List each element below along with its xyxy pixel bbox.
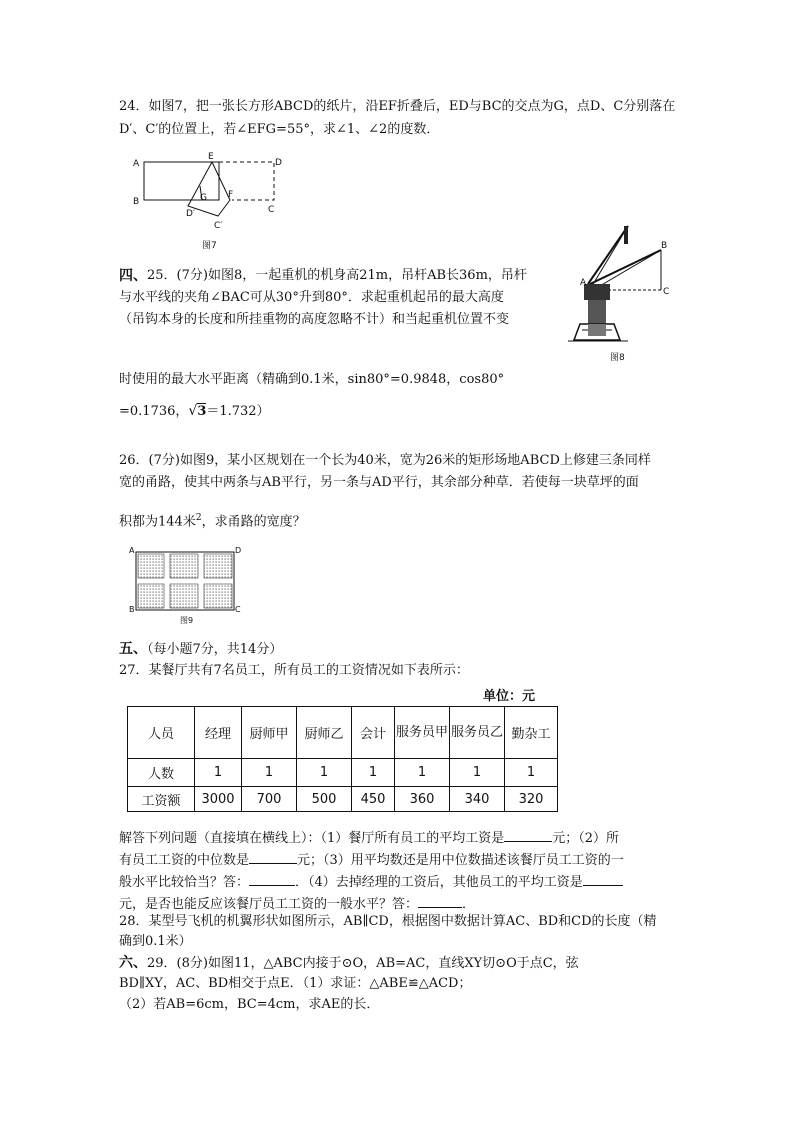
header-cell: 人员 [128, 707, 195, 759]
header-cell: 服务员乙 [450, 707, 505, 759]
q25-line1: 25．(7分)如图8，一起重机的机身高21m，吊杆AB长36m，吊杆 [147, 268, 527, 283]
fig8-caption: 图8 [610, 353, 625, 363]
q26-line3 [119, 509, 306, 531]
table-cell: 1 [297, 759, 352, 787]
table-cell: 360 [395, 787, 450, 812]
q27-answer-line2 [119, 851, 624, 870]
q25-line5 [119, 402, 270, 421]
row-label: 工资额 [128, 787, 195, 812]
header-cell: 勤杂工 [505, 707, 558, 759]
q24-line1: 24．如图7，把一张长方形ABCD的纸片，沿EF折叠后，ED与BC的交点为G，点D、C分别落在 [119, 99, 676, 114]
fig9-label-b: B [129, 605, 135, 614]
q27-ans2b: 元；（3）用平均数还是用中位数描述该餐厅员工工资的一 [297, 853, 624, 868]
q29-line2: BD∥XY，AC、BD相交于点E．（1）求证：△ABE≌△ACD； [119, 976, 472, 991]
fig8-label-a: A [580, 278, 587, 288]
fig8-label-b: B [661, 241, 668, 251]
q27-line1: 27．某餐厅共有7名员工，所有员工的工资情况如下表所示： [119, 663, 469, 678]
fig7-label-c-prime: C′ [214, 221, 223, 231]
table-row [128, 759, 558, 787]
fig7-label-b: B [133, 197, 140, 207]
fig7-label-a: A [133, 159, 140, 169]
fig9-label-a: A [129, 546, 135, 555]
figure-8-crane [568, 222, 688, 367]
q27-ans3a: 般水平比较恰当？答： [119, 875, 250, 890]
row-label: 人数 [128, 759, 195, 787]
fig7-label-f: F [228, 190, 234, 200]
answer-blank-5[interactable] [418, 895, 462, 908]
answer-blank-3[interactable] [249, 873, 295, 886]
wage-table [127, 706, 558, 812]
fig9-label-d: D [235, 546, 242, 555]
q28-line2: 确到0.1米） [119, 934, 192, 949]
table-cell: 1 [352, 759, 395, 787]
q25-line3: （吊钩本身的长度和所挂重物的高度忽略不计）和当起重机位置不变 [119, 312, 510, 327]
header-cell: 经理 [195, 707, 242, 759]
q25-sqrt-value: 3 [197, 404, 207, 419]
table-cell: 700 [242, 787, 297, 812]
table-cell: 340 [450, 787, 505, 812]
q25-line4: 时使用的最大水平距离（精确到0.1米，sin80°=0.9848，cos80° [119, 372, 505, 387]
sqrt-symbol: √ [188, 403, 198, 419]
answer-blank-4[interactable] [583, 873, 623, 886]
fig7-label-c: C [268, 205, 275, 215]
table-cell: 450 [352, 787, 395, 812]
figure-9 [128, 546, 248, 626]
figure-7 [130, 148, 290, 258]
table-header-row [128, 707, 558, 759]
q27-ans3b: ．（4）去掉经理的工资后，其他员工的平均工资是 [295, 875, 583, 890]
table-cell: 320 [505, 787, 558, 812]
fig7-label-e: E [208, 152, 214, 162]
q26-line2: 宽的甬路，使其中两条与AB平行，另一条与AD平行，其余部分种草．若使每一块草坪的面 [119, 475, 639, 490]
fig9-caption: 图9 [180, 616, 194, 625]
q29-line1-wrap [119, 954, 579, 973]
header-cell: 厨师甲 [242, 707, 297, 759]
q27-ans4a: 元，是否也能反应该餐厅员工工资的一般水平？答： [119, 897, 419, 912]
table-row [128, 787, 558, 812]
q25-line5-post: ＝1.732） [206, 404, 270, 419]
q27-ans1a: 解答下列问题（直接填在横线上）：（1）餐厅所有员工的平均工资是 [119, 831, 505, 846]
answer-blank-2[interactable] [249, 851, 297, 864]
header-cell: 服务员甲 [395, 707, 450, 759]
table-cell: 1 [450, 759, 505, 787]
table-cell: 500 [297, 787, 352, 812]
table-cell: 1 [195, 759, 242, 787]
q27-ans1b: 元；（2）所 [552, 831, 620, 846]
fig7-caption: 图7 [202, 241, 217, 251]
q25-line5-pre: =0.1736， [119, 404, 189, 419]
q27-answer-line3 [119, 873, 623, 892]
fig7-label-d: D [275, 158, 282, 168]
q26-line3-pre: 积都为144米 [119, 514, 196, 530]
section-5-label: 五、 [119, 641, 147, 657]
fig7-label-g: G [200, 193, 207, 203]
section-6-label: 六、 [119, 955, 147, 971]
q26-superscript: 2 [195, 513, 202, 523]
table-cell: 1 [395, 759, 450, 787]
q29-line3: （2）若AB=6cm，BC=4cm，求AE的长． [119, 997, 380, 1012]
q27-unit: 单位：元 [483, 689, 536, 704]
q27-ans2a: 有员工工资的中位数是 [119, 853, 250, 868]
table-cell: 3000 [195, 787, 242, 812]
table-cell: 1 [505, 759, 558, 787]
section-4-label: 四、 [119, 268, 147, 284]
header-cell: 会计 [352, 707, 395, 759]
section-5-text: （每小题7分，共14分） [147, 642, 283, 657]
q27-ans4b: ． [462, 897, 476, 912]
fig8-label-c: C [663, 287, 670, 297]
q25-line2: 与水平线的夹角∠BAC可从30°升到80°．求起重机起吊的最大高度 [119, 290, 504, 305]
q27-answer-line1 [119, 829, 619, 848]
fig9-label-c: C [235, 605, 241, 614]
q29-line1: 29．(8分)如图11，△ABC内接于⊙O，AB=AC，直线XY切⊙O于点C，弦 [147, 956, 579, 971]
q27-answer-line4 [119, 895, 475, 914]
q26-line3-post: ，求甬路的宽度？ [201, 514, 306, 530]
q28-line1: 28．某型号飞机的机翼形状如图所示，AB∥CD，根据图中数据计算AC、BD和CD的长度（精 [119, 914, 657, 929]
table-cell: 1 [242, 759, 297, 787]
fig7-label-d-prime: D′ [186, 209, 195, 219]
answer-blank-1[interactable] [504, 829, 552, 842]
section-5-heading [119, 640, 282, 659]
header-cell: 厨师乙 [297, 707, 352, 759]
q26-line1: 26．(7分)如图9，某小区规划在一个长为40米，宽为26米的矩形场地ABCD上修建三条同样 [119, 453, 651, 468]
q24-line2: D′、C′的位置上，若∠EFG=55°，求∠1、∠2的度数． [119, 122, 440, 137]
